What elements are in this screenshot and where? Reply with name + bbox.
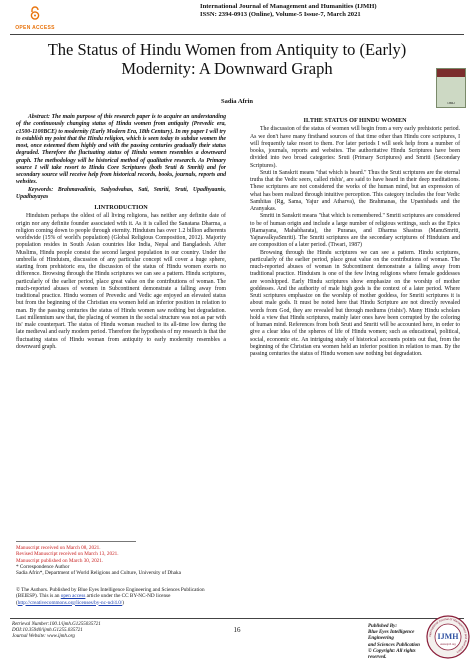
author-affiliation: Sadia Afrin*, Department of World Religions and Culture, University of Dhaka: [16, 570, 181, 577]
status-paragraph-1: The discussion of the status of women will begin from a very early prehistoric period. As we don't have many firsthand sources of that time other than Hindu core scriptures, I will frequently take resort to them. For later periods I will seek help from a number of books, journals, reports and websites. The authoritative Hindu Scriptures have been divided into two broad categories: Sruti (Primary Scriptures) and Smriti (Secondary Scriptures).: [250, 126, 460, 169]
publisher-copyright: © Copyright: All rights reserved.: [368, 648, 416, 661]
publisher-info: [368, 624, 434, 661]
journal-header: [200, 3, 470, 19]
license-prefix: © The Authors. Published by Blue Eyes Intelligence Engineering and Sciences Publication (BEIESP). This is an: [16, 587, 205, 600]
publisher-label: Published By:: [368, 624, 398, 629]
license-mid: article under the CC BY-NC-ND license (: [16, 593, 171, 606]
footer-identifiers: [12, 622, 162, 641]
revised-date: Revised Manuscript received on March 13, 2021.: [16, 551, 119, 558]
license-suffix: ): [122, 599, 124, 606]
open-access-label: OPEN ACCESS: [15, 25, 55, 31]
section-heading-status: II.THE STATUS OF HINDU WOMEN: [303, 117, 407, 124]
journal-website: Journal Website: www.ijmh.org: [12, 634, 75, 640]
status-paragraph-4: Browsing through the Hindu scriptures we can see a pattern. Hindu scriptures, particularly of the earlier period, place great value on the contributions of woman. The much-reported abuses of woman in Subcontinent demonstrate a falling away from traditional practice. Hinduism is one of the few living religions where female goddesses are worshipped. Early Hindu scriptures show emphasize on the worship of mother goddesses. And the authority of male high gods is the context of a later period. Where Sruti scriptures emphasize on the worship of mother goddess, for Smriti scriptures it is about male gods. It must be noted here that Hindu Scripture are not directly revealed words from God, they are revealed but through mediums (rishis'). Many Hindu scholars hold a view that Hindu scriptures, mainly later ones have been corrupted by the coloring of human mind. References from both Sruti and Smriti will be accounted here, in order to give a clear idea of the spheres of life of Hindu women; such as educational, political, social, economic etc. An intriguing study of historical accounts points out that, from the beginning of the Christian era women held an inferior position in relation to man. By the passing centuries the status of Hindu women saw nothing but degradation.: [250, 249, 460, 357]
author-name: Sadia Afrin: [221, 98, 253, 105]
section-heading-introduction: I.INTRODUCTION: [94, 204, 148, 211]
journal-name: International Journal of Management and Humanities (IJMH): [200, 3, 377, 10]
open-access-link[interactable]: open access: [60, 593, 86, 600]
open-lock-icon: [29, 6, 41, 20]
publisher-line-2: and Sciences Publication: [368, 642, 420, 648]
notes-rule: [16, 541, 136, 542]
status-paragraph-2: Sruti in Sanskrit means "that which is heard." Thus the Sruti scriptures are the eternal truths that the Vedic seers, called rishis', are said to have heard in their deep meditations. These scriptures are not considered the works of the human mind, but an expression of what has been realized through intuitive perception. This category includes the four Vedic Samhitas (Rg, Sama, Yajur and Atharva), the Brahmanas, the Upanishads and the Aranyakas.: [250, 169, 460, 212]
keywords: Keywords: Brahmavadinis, Sadyodvahas, Sati, Smriti, Sruti, Upadhyaanis, Upadhayayas: [16, 186, 226, 200]
published-date: Manuscript published on March 30, 2021.: [16, 557, 104, 564]
footer-rule: [10, 618, 464, 619]
seal-text: IJMH: [437, 632, 459, 641]
cover-band: [437, 69, 465, 77]
journal-issn: ISSN: 2394-0913 (Online), Volume-5 Issue-7, March 2021: [200, 11, 361, 18]
seal-site: www.ijmh.org: [440, 643, 456, 646]
header-rule: [10, 34, 464, 35]
abstract: Abstract: The main purpose of this research paper is to acquire an understanding of the continuously changing status of Hindu women from antiquity (Prevedic era, c1500-1100BCE) to modernity (Early Modern Era, 18th Century). In my paper I will try to establish my point that the Hindu religion, which is seen today to subdue women the most, once esteemed them highly and with the passing centuries gradually their status degraded. Therefore the fluctuating status of Hindu women resembles a downward graph. The methodology will be historical method of qualitative research. As Primary source I will take resort to Hindu Core Scriptures (both Sruti & Smriti) and for secondary source will receive help from historical records, books, journals, reports and websites.: [16, 114, 226, 186]
correspondence-label: * Correspondence Author: [16, 563, 70, 570]
retrieval-number: Retrieval Number:100.1/ijmh.G1255035721: [12, 622, 101, 627]
open-access-logo: [10, 6, 60, 32]
doi: DOI:10.35940/ijmh.G1255.035721: [12, 628, 83, 634]
manuscript-notes: [16, 545, 226, 576]
license-url-link[interactable]: http://creativecommons.org/licenses/by-nc-nd/4.0/: [17, 599, 123, 606]
left-column: [16, 114, 226, 351]
publisher-line-1: Blue Eyes Intelligence Engineering: [368, 630, 415, 642]
paper-title: The Status of Hindu Women from Antiquity to (Early) Modernity: A Downward Graph: [47, 40, 407, 78]
received-date: Manuscript received on March 08, 2021.: [16, 545, 101, 551]
license-notice: [16, 587, 226, 606]
right-column: [250, 114, 460, 358]
journal-seal-logo: [426, 612, 470, 662]
introduction-text: Hinduism perhaps the oldest of all living religions, has neither any definite date of origin nor any definite founder associated with it. As it is called the Sanatana Dharma, a religion coming down to people through eternity. Hinduism has over 1.2 billion adherents worldwide (15% of world's population) (Global Religious Composition, 2012). Majority population resides in South Asian countries like India, Nepal and Bangladesh. After Muslims, Hindu people consist the second largest population in our country. Under the umbrella of Hinduism, discussion of any particular concept will cover a huge sphere, starting from prehistoric era, the discussion of the status of Hindu women exerts no difference. Browsing through the Hindu scriptures we can see a pattern. Hindu scriptures, particularly of the earlier period, place great value on the contributions of woman. The much-reported abuses of women in Subcontinent demonstrate a falling away from traditional practice. Hindu women of Prevedic and Vedic age enjoyed an elevated status but from the beginning of the Christian era women held an inferior position in relation to man. By the passing centuries the status of Hindu women saw nothing but degradation. Last millennium saw that, the placing of women in the social structure was not as par with its' male counterpart. The status of Hindu woman reached to its all-time low during the late medieval and early modern period. Therefore the hypothesis of my research is that the fluctuating status of Hindu woman from antiquity to early modernity resembles a downward graph.: [16, 213, 226, 350]
cover-label: IJMH: [447, 101, 455, 105]
page-number: 16: [233, 626, 241, 634]
seal-ring-text: International Journal of Management and Humanities: [427, 616, 469, 655]
status-paragraph-3: Smriti in Sanskrit means "that which is remembered." Smriti scriptures are considered to be of human origin and include a large number of religious writings, such as the Epics (Ramayana, Mahabharata), the Puranas, and Dharma Shastras (ManuSmriti, YajnavalkyaSmriti). The Smriti scriptures are the secondary scriptures of Hinduism and are composition of a later period. (Tiwari, 1987): [250, 213, 460, 249]
